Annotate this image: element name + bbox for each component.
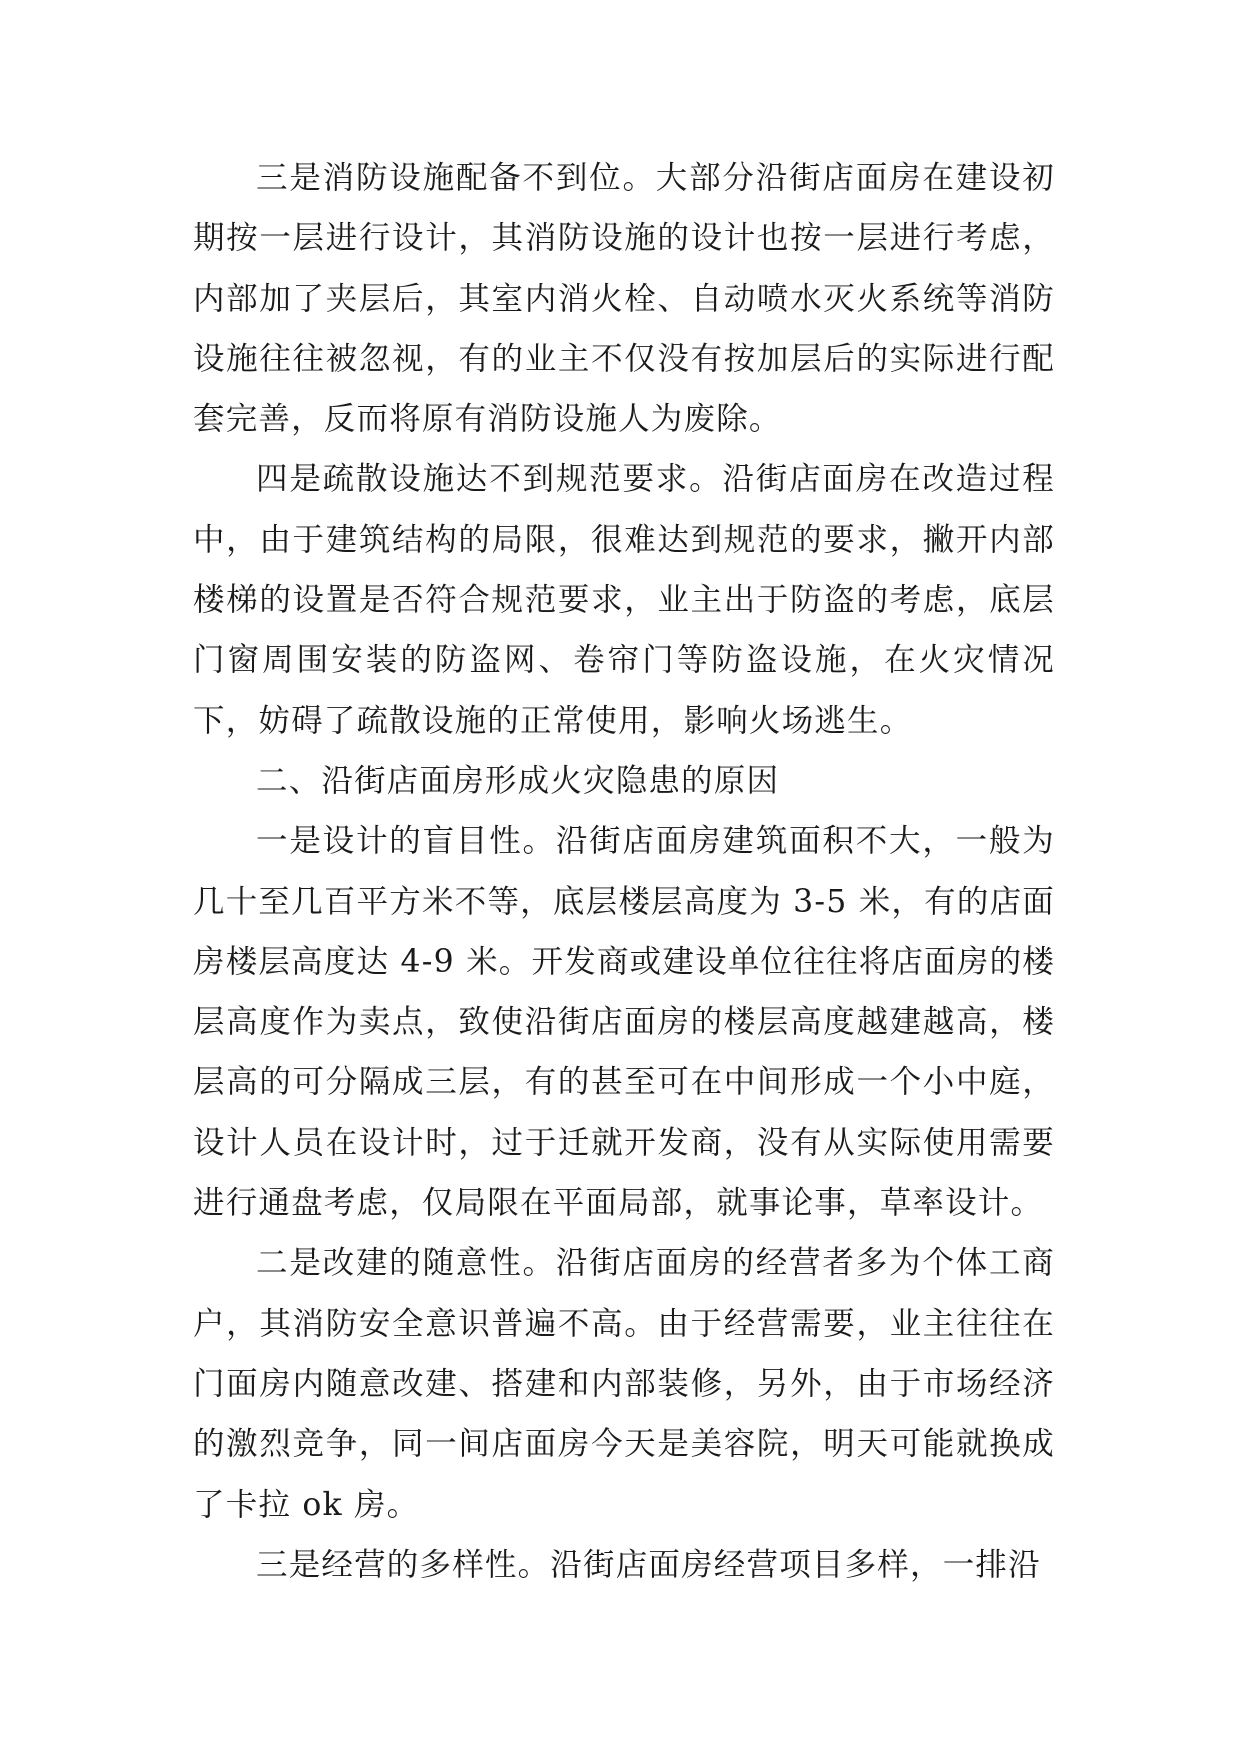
paragraph-renovation-arbitrariness: 二是改建的随意性。沿街店面房的经营者多为个体工商户，其消防安全意识普遍不高。由于经营需要，业主往往在门面房内随意改建、搭建和内部装修，另外，由于市场经济的激烈竞争，同一间店面房今天是美容院，明天可能就换成了卡拉 ok 房。 — [193, 1245, 1055, 1523]
paragraph-design-blindness: 一是设计的盲目性。沿街店面房建筑面积不大，一般为几十至几百平方米不等，底层楼层高度为 3-5 米，有的店面房楼层高度达 4-9 米。开发商或建设单位往往将店面房的楼层高度作为卖点，致使沿街店面房的楼层高度越建越高，楼层高的可分隔成三层，有的甚至可在中间形成一个小中庭，设计人员在设计时，过于迁就开发商，没有从实际使用需要进行通盘考虑，仅局限在平面局部，就事论事，草率设计。 — [193, 823, 1055, 1222]
section-heading-causes: 二、沿街店面房形成火灾隐患的原因 — [256, 762, 780, 799]
paragraph-evacuation-facilities: 四是疏散设施达不到规范要求。沿街店面房在改造过程中，由于建筑结构的局限，很难达到规范的要求，撇开内部楼梯的设置是否符合规范要求，业主出于防盗的考虑，底层门窗周围安装的防盗网、卷帘门等防盗设施，在火灾情况下，妨碍了疏散设施的正常使用，影响火场逃生。 — [193, 461, 1055, 739]
document-body — [193, 148, 1055, 1595]
paragraph-fire-facilities: 三是消防设施配备不到位。大部分沿街店面房在建设初期按一层进行设计，其消防设施的设计也按一层进行考虑，内部加了夹层后，其室内消火栓、自动喷水灭火系统等消防设施往往被忽视，有的业主不仅没有按加层后的实际进行配套完善，反而将原有消防设施人为废除。 — [193, 160, 1055, 438]
paragraph-business-diversity: 三是经营的多样性。沿街店面房经营项目多样，一排沿 — [256, 1546, 1041, 1583]
